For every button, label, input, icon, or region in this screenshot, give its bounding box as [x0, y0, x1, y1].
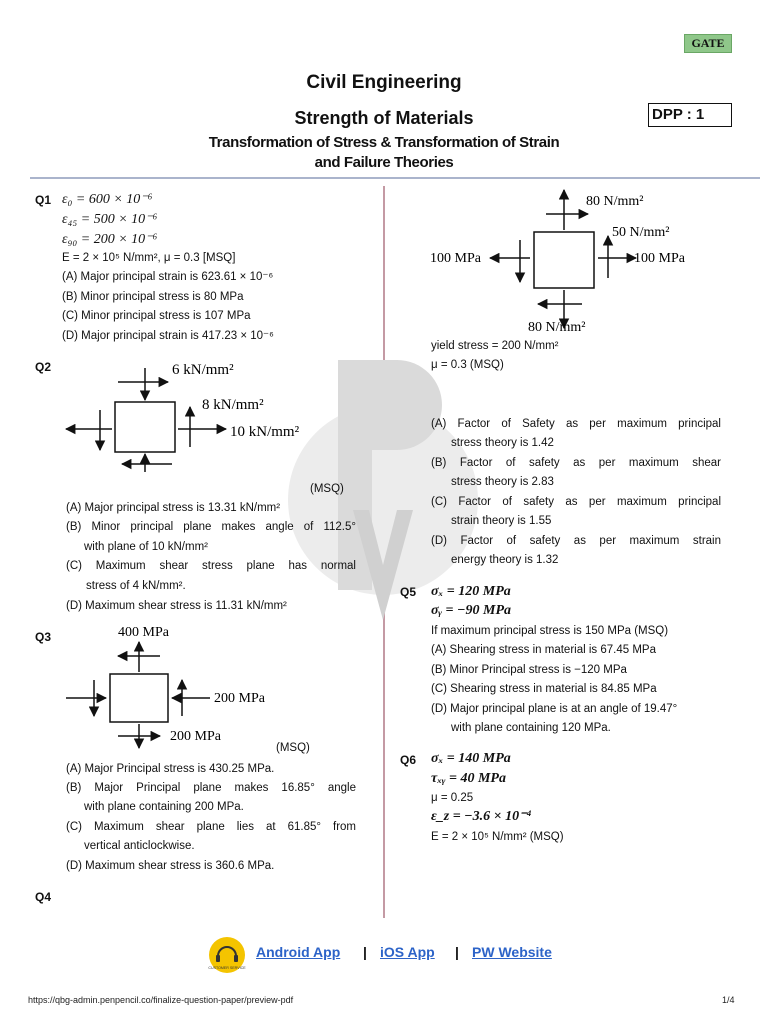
q1-strain-0: ε₀ = 600 × 10⁻⁶ — [62, 192, 153, 207]
q3-label-horizontal: 200 MPa — [214, 691, 265, 706]
q4-poisson-ratio: μ = 0.3 (MSQ) — [431, 359, 504, 371]
q4-label-bottom: 80 N/mm² — [528, 320, 586, 335]
q4-option-d-cont: energy theory is 1.32 — [451, 554, 559, 566]
q2-label-horizontal: 10 kN/mm² — [230, 424, 300, 440]
footer-app-links — [0, 944, 768, 970]
q3-stress-element-diagram — [60, 620, 320, 750]
q5-sigma-y: σᵧ = −90 MPa — [431, 603, 512, 618]
q4-option-c: (C) Factor of safety as per maximum principal — [431, 496, 721, 508]
q1-option-c: (C) Minor principal stress is 107 MPa — [62, 310, 251, 322]
question-number-q6: Q6 — [400, 753, 417, 767]
q6-strain-z: ε_z = −3.6 × 10⁻⁴ — [431, 809, 532, 824]
q1-strain-45: ε₄₅ = 500 × 10⁻⁶ — [62, 212, 158, 227]
q3-option-b: (B) Major Principal plane makes 16.85° angle — [66, 782, 356, 794]
question-number-q2: Q2 — [35, 360, 52, 374]
chapter-title-line2: and Failure Theories — [314, 154, 454, 171]
question-number-q3: Q3 — [35, 630, 52, 644]
q3-option-b-cont: with plane containing 200 MPa. — [84, 801, 244, 813]
q1-option-d: (D) Major principal strain is 417.23 × 10⁻⁶ — [62, 330, 274, 342]
q4-option-a-cont: stress theory is 1.42 — [451, 437, 554, 449]
topic-title: Strength of Materials — [294, 108, 474, 128]
q2-msq-tag: (MSQ) — [310, 483, 344, 495]
q6-sigma-x: σₓ = 140 MPa — [431, 751, 511, 766]
q4-option-a: (A) Factor of Safety as per maximum principal — [431, 418, 721, 430]
chapter-title-line1: Transformation of Stress & Transformation of Strain — [208, 134, 560, 151]
q2-option-b-cont: with plane of 10 kN/mm² — [84, 541, 208, 553]
q2-option-c-cont: stress of 4 kN/mm². — [86, 580, 186, 592]
q1-option-b: (B) Minor principal stress is 80 MPa — [62, 291, 244, 303]
q2-stress-element-diagram — [60, 352, 330, 472]
q4-option-b-cont: stress theory is 2.83 — [451, 476, 554, 488]
link-separator: | — [455, 944, 459, 960]
page-url: https://qbg-admin.penpencil.co/finalize-question-paper/preview-pdf — [28, 995, 294, 1005]
question-number-q1: Q1 — [35, 193, 52, 207]
customer-service-icon-text: CUSTOMER SERVICE — [208, 966, 246, 970]
header-divider — [30, 177, 760, 179]
q5-option-c: (C) Shearing stress in material is 84.85 MPa — [431, 683, 657, 695]
q6-tau-xy: τₓᵧ = 40 MPa — [431, 771, 506, 786]
q2-option-d: (D) Maximum shear stress is 11.31 kN/mm² — [66, 600, 287, 612]
q2-option-b: (B) Minor principal plane makes angle of 112.5° — [66, 521, 356, 533]
q5-option-b: (B) Minor Principal stress is −120 MPa — [431, 664, 627, 676]
q5-stem: If maximum principal stress is 150 MPa (MSQ) — [431, 625, 669, 637]
q3-label-shear: 200 MPa — [170, 729, 221, 744]
chapter-title — [0, 133, 768, 173]
question-number-q5: Q5 — [400, 585, 417, 599]
page-number: 1/4 — [722, 995, 735, 1005]
question-number-q4: Q4 — [35, 890, 52, 904]
ios-app-link[interactable]: iOS App — [380, 944, 435, 960]
pw-website-link[interactable]: PW Website — [472, 944, 552, 960]
q4-option-c-cont: strain theory is 1.55 — [451, 515, 552, 527]
q4-label-right: 100 MPa — [634, 251, 685, 266]
android-app-link[interactable]: Android App — [256, 944, 341, 960]
q4-stress-element-diagram — [428, 186, 728, 336]
q4-label-left: 100 MPa — [430, 251, 481, 266]
q2-label-shear: 8 kN/mm² — [202, 397, 264, 413]
q5-sigma-x: σₓ = 120 MPa — [431, 584, 511, 599]
q3-label-vertical: 400 MPa — [118, 625, 169, 640]
q3-msq-tag: (MSQ) — [276, 742, 310, 754]
q6-poisson-ratio: μ = 0.25 — [431, 792, 474, 804]
q3-option-d: (D) Maximum shear stress is 360.6 MPa. — [66, 860, 275, 872]
q2-option-a: (A) Major principal stress is 13.31 kN/mm² — [66, 502, 281, 514]
q4-option-d: (D) Factor of safety as per maximum strain — [431, 535, 721, 547]
q5-option-d-cont: with plane containing 120 MPa. — [451, 722, 611, 734]
q5-option-d: (D) Major principal plane is at an angle of 19.47° — [431, 703, 678, 715]
q4-option-b: (B) Factor of safety as per maximum shear — [431, 457, 721, 469]
exam-badge: GATE — [684, 34, 732, 53]
subject-title: Civil Engineering — [306, 72, 462, 93]
q3-option-a: (A) Major Principal stress is 430.25 MPa. — [66, 763, 275, 775]
q1-strain-90: ε₉₀ = 200 × 10⁻⁶ — [62, 232, 158, 247]
link-separator: | — [363, 944, 367, 960]
q4-label-shear: 50 N/mm² — [612, 225, 670, 240]
q2-label-vertical: 6 kN/mm² — [172, 362, 234, 378]
q3-option-c: (C) Maximum shear plane lies at 61.85° from — [66, 821, 356, 833]
q6-modulus: E = 2 × 10⁵ N/mm² (MSQ) — [431, 831, 564, 843]
q3-option-c-cont: vertical anticlockwise. — [84, 840, 195, 852]
q1-given: E = 2 × 10⁵ N/mm², μ = 0.3 [MSQ] — [62, 252, 236, 264]
q4-yield-stress: yield stress = 200 N/mm² — [431, 340, 559, 352]
q5-option-a: (A) Shearing stress in material is 67.45 MPa — [431, 644, 656, 656]
q2-option-c: (C) Maximum shear stress plane has normal — [66, 560, 356, 572]
customer-service-icon — [208, 936, 246, 974]
q4-label-top: 80 N/mm² — [586, 194, 644, 209]
dpp-label: DPP : 1 — [648, 103, 732, 127]
q1-option-a: (A) Major principal strain is 623.61 × 10⁻⁶ — [62, 271, 274, 283]
